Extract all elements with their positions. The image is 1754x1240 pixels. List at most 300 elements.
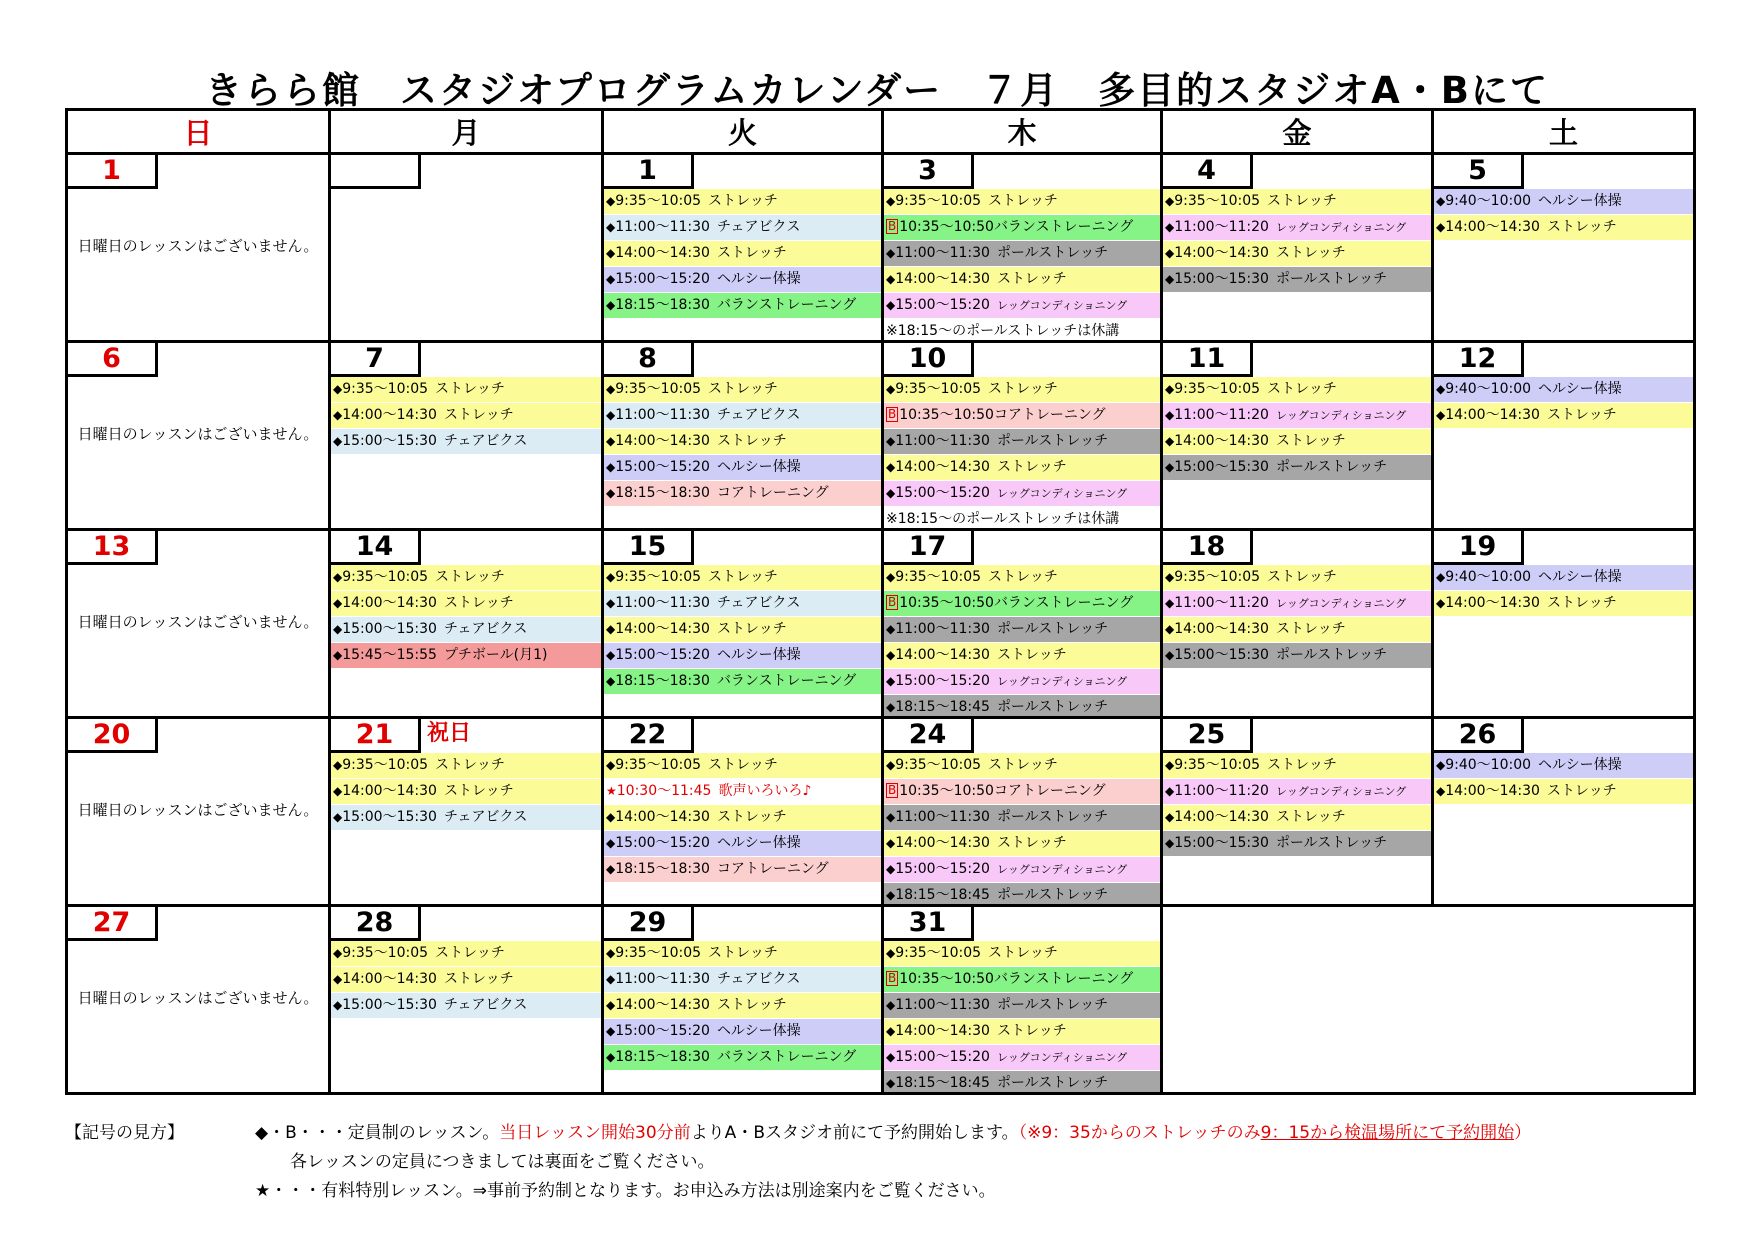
lesson-time: 11:00～11:20 <box>1174 407 1269 423</box>
lesson-time: 15:00～15:30 <box>342 997 437 1013</box>
lesson-entry <box>604 565 881 591</box>
lesson-time: 11:00～11:20 <box>1174 219 1269 235</box>
lesson-time: 15:00～15:30 <box>342 433 437 449</box>
day-cell <box>330 906 603 1094</box>
lesson-list <box>331 565 601 669</box>
lesson-entry <box>331 805 601 831</box>
diamond-icon: ◆ <box>606 570 616 584</box>
lesson-list <box>1163 377 1431 481</box>
lesson-name: 歌声いろいろ♪ <box>718 783 812 799</box>
lesson-entry <box>884 507 1160 530</box>
lesson-name: ヘルシー体操 <box>716 271 801 287</box>
diamond-icon: ◆ <box>886 298 896 312</box>
legend-line-1-b: よりA・Bスタジオ前にて予約開始します。 <box>690 1123 1019 1143</box>
lesson-time: 9:40～10:00 <box>1445 193 1532 209</box>
legend-line-3: ★・・・有料特別レッスン。⇒事前予約制となります。お申込み方法は別途案内をご覧ください。 <box>255 1181 996 1201</box>
diamond-icon: ◆ <box>1436 220 1446 234</box>
lesson-time: 14:00～14:30 <box>1445 219 1540 235</box>
lesson-time: 9:35～10:05 <box>615 757 702 773</box>
diamond-icon: ◆ <box>606 810 616 824</box>
diamond-icon: ◆ <box>886 648 896 662</box>
lesson-name: ストレッチ <box>435 945 505 961</box>
lesson-time: 14:00～14:30 <box>1445 595 1540 611</box>
lesson-time: 11:00～11:30 <box>895 997 990 1013</box>
diamond-icon: ◆ <box>1165 194 1175 208</box>
lesson-name: チェアビクス <box>443 621 528 637</box>
lesson-name: ヘルシー体操 <box>716 459 801 475</box>
lesson-list <box>331 377 601 455</box>
lesson-entry <box>604 941 881 967</box>
day-number: 14 <box>331 531 421 565</box>
diamond-icon: ◆ <box>886 194 896 208</box>
lesson-entry <box>884 481 1160 507</box>
diamond-icon: ◆ <box>606 648 616 662</box>
day-number: 17 <box>884 531 974 565</box>
lesson-time: 14:00～14:30 <box>895 459 990 475</box>
day-cell <box>67 718 330 906</box>
diamond-icon: ◆ <box>333 998 343 1012</box>
lesson-list <box>604 189 881 319</box>
lesson-list <box>884 189 1160 342</box>
lesson-name: ストレッチ <box>435 381 505 397</box>
lesson-name: ヘルシー体操 <box>716 1023 801 1039</box>
diamond-icon: ◆ <box>886 946 896 960</box>
lesson-time: 9:35～10:05 <box>1174 569 1261 585</box>
lesson-entry <box>1434 189 1693 215</box>
lesson-entry <box>604 403 881 429</box>
diamond-icon: ◆ <box>886 272 896 286</box>
lesson-name: ストレッチ <box>1546 595 1617 611</box>
lesson-name: のポールストレッチは休講 <box>952 323 1120 339</box>
diamond-icon: ◆ <box>606 486 616 500</box>
lesson-entry <box>1163 429 1431 455</box>
diamond-icon: ◆ <box>606 596 616 610</box>
day-cell <box>67 154 330 342</box>
lesson-time: 9:35～10:05 <box>895 381 982 397</box>
lesson-list <box>604 941 881 1071</box>
lesson-time: 9:35～10:05 <box>615 381 702 397</box>
lesson-entry <box>884 403 1160 429</box>
diamond-icon: ◆ <box>1165 272 1175 286</box>
lesson-name: ストレッチ <box>1546 783 1617 799</box>
lesson-list <box>1434 753 1693 805</box>
lesson-time: 15:00～15:30 <box>1174 647 1269 663</box>
day-cell <box>1433 154 1695 342</box>
lesson-name: バランストレーニング <box>716 1049 857 1065</box>
legend-line-1-note-underlined: 9：15から検温場所にて予約開始 <box>1260 1123 1515 1143</box>
lesson-time: 9:35～10:05 <box>342 569 429 585</box>
lesson-entry <box>884 831 1160 857</box>
day-number: 13 <box>68 531 158 565</box>
lesson-name: ヘルシー体操 <box>1538 757 1622 773</box>
lesson-name: レッグコンディショニング <box>996 675 1128 688</box>
diamond-icon: ◆ <box>1436 570 1446 584</box>
day-number: 8 <box>604 343 694 377</box>
lesson-name: ヘルシー体操 <box>716 647 801 663</box>
empty-cell <box>1162 906 1695 1094</box>
lesson-name: チェアビクス <box>716 407 801 423</box>
day-number: 21 <box>331 719 421 753</box>
lesson-list <box>1434 565 1693 617</box>
lesson-time: 14:00～14:30 <box>342 407 437 423</box>
lesson-entry <box>604 643 881 669</box>
weekday-sun: 日 <box>67 110 330 154</box>
lesson-time: 14:00～14:30 <box>895 835 990 851</box>
diamond-icon: ◆ <box>606 862 616 876</box>
lesson-time: 9:35～10:05 <box>895 945 982 961</box>
lesson-name: バランストレーニング <box>993 971 1134 987</box>
lesson-name: ストレッチ <box>988 757 1058 773</box>
diamond-icon: ◆ <box>886 1076 896 1090</box>
lesson-entry <box>884 967 1160 993</box>
lesson-entry <box>331 779 601 805</box>
day-number: 5 <box>1434 155 1524 189</box>
no-lesson-note: 日曜日のレッスンはございません。 <box>77 425 319 443</box>
day-number: 20 <box>68 719 158 753</box>
lesson-entry <box>884 241 1160 267</box>
lesson-time: 11:00～11:20 <box>1174 783 1269 799</box>
diamond-icon: ◆ <box>886 836 896 850</box>
lesson-entry <box>331 429 601 455</box>
diamond-icon: ◆ <box>606 434 616 448</box>
diamond-icon: ◆ <box>333 622 343 636</box>
lesson-entry <box>884 377 1160 403</box>
lesson-name: レッグコンディショニング <box>1275 597 1407 610</box>
diamond-icon: ◆ <box>606 758 616 772</box>
lesson-entry <box>331 941 601 967</box>
day-cell <box>603 154 883 342</box>
lesson-time: 10:35～10:50 <box>899 219 994 235</box>
lesson-time: 15:00～15:20 <box>615 459 710 475</box>
diamond-icon: ◆ <box>886 486 896 500</box>
day-cell <box>603 342 883 530</box>
lesson-time: 14:00～14:30 <box>1174 621 1269 637</box>
lesson-name: ストレッチ <box>1275 245 1346 261</box>
lesson-time: 14:00～14:30 <box>1445 407 1540 423</box>
lesson-time: 14:00～14:30 <box>615 809 710 825</box>
lesson-time: 11:00～11:30 <box>615 971 710 987</box>
diamond-icon: ◆ <box>1436 194 1446 208</box>
lesson-entry <box>884 189 1160 215</box>
lesson-time: 15:00～15:20 <box>615 647 710 663</box>
diamond-icon: ◆ <box>886 1024 896 1038</box>
lesson-name: レッグコンディショニング <box>1275 785 1407 798</box>
lesson-list <box>884 565 1160 718</box>
lesson-time: 9:35～10:05 <box>895 193 982 209</box>
lesson-time: 14:00～14:30 <box>342 595 437 611</box>
lesson-time: 14:00～14:30 <box>1445 783 1540 799</box>
lesson-time: 14:00～14:30 <box>895 647 990 663</box>
lesson-entry <box>884 565 1160 591</box>
weekday-sat: 土 <box>1433 110 1695 154</box>
lesson-name: コアトレーニング <box>716 861 829 877</box>
lesson-entry <box>604 455 881 481</box>
day-number: 19 <box>1434 531 1524 565</box>
lesson-name: ストレッチ <box>996 647 1067 663</box>
lesson-name: ストレッチ <box>716 997 787 1013</box>
lesson-time: 18:15～18:30 <box>615 673 710 689</box>
lesson-time: 18:15～18:30 <box>615 297 710 313</box>
lesson-time: 14:00～14:30 <box>1174 809 1269 825</box>
diamond-icon: ◆ <box>333 434 343 448</box>
lesson-entry <box>331 967 601 993</box>
diamond-icon: ◆ <box>1436 382 1446 396</box>
weekday-header-row <box>67 110 1695 154</box>
no-lesson-note: 日曜日のレッスンはございません。 <box>77 801 319 819</box>
diamond-icon: ◆ <box>606 674 616 688</box>
lesson-entry <box>331 565 601 591</box>
lesson-list <box>604 565 881 695</box>
lesson-name: ストレッチ <box>996 835 1067 851</box>
lesson-time: 14:00～14:30 <box>615 245 710 261</box>
lesson-name: ストレッチ <box>996 459 1067 475</box>
lesson-name: コアトレーニング <box>993 407 1106 423</box>
lesson-name: ストレッチ <box>988 569 1058 585</box>
lesson-name: バランストレーニング <box>993 595 1134 611</box>
diamond-icon: ◆ <box>1165 596 1175 610</box>
lesson-name: ポールストレッチ <box>996 997 1109 1013</box>
no-lesson-note: 日曜日のレッスンはございません。 <box>77 989 319 1007</box>
lesson-name: ストレッチ <box>443 971 514 987</box>
diamond-icon: ◆ <box>886 998 896 1012</box>
diamond-icon: ◆ <box>1165 784 1175 798</box>
diamond-icon: ◆ <box>1165 570 1175 584</box>
lesson-entry <box>884 1071 1160 1094</box>
lesson-time: 14:00～14:30 <box>342 971 437 987</box>
lesson-name: ストレッチ <box>708 757 778 773</box>
legend-line-1-a: ◆・B・・・定員制のレッスン。 <box>255 1123 500 1143</box>
day-cell <box>1433 342 1695 530</box>
lesson-entry <box>1434 377 1693 403</box>
lesson-time: 18:15～18:30 <box>615 1049 710 1065</box>
lesson-time: 15:00～15:30 <box>1174 271 1269 287</box>
day-number: 24 <box>884 719 974 753</box>
diamond-icon: ◆ <box>886 758 896 772</box>
lesson-time: 15:00～15:30 <box>342 621 437 637</box>
lesson-name: のポールストレッチは休講 <box>952 511 1120 527</box>
lesson-time: 9:35～10:05 <box>342 757 429 773</box>
lesson-entry <box>1163 565 1431 591</box>
lesson-time: 9:40～10:00 <box>1445 381 1532 397</box>
lesson-name: チェアビクス <box>443 433 528 449</box>
diamond-icon: ◆ <box>606 622 616 636</box>
lesson-entry <box>604 967 881 993</box>
lesson-name: チェアビクス <box>716 595 801 611</box>
lesson-name: ポールストレッチ <box>996 1075 1109 1091</box>
lesson-name: ポールストレッチ <box>996 809 1109 825</box>
lesson-name: ストレッチ <box>1267 381 1337 397</box>
studio-b-mark-icon: B <box>888 407 897 421</box>
lesson-name: レッグコンディショニング <box>996 1051 1128 1064</box>
lesson-time: 18:15～18:45 <box>895 699 990 715</box>
diamond-icon: ◆ <box>606 298 616 312</box>
lesson-entry <box>604 591 881 617</box>
lesson-name: ストレッチ <box>996 271 1067 287</box>
lesson-time: 14:00～14:30 <box>1174 433 1269 449</box>
lesson-entry <box>884 591 1160 617</box>
lesson-name: ストレッチ <box>708 569 778 585</box>
lesson-name: ストレッチ <box>1546 219 1617 235</box>
lesson-time: 9:35～10:05 <box>895 757 982 773</box>
lesson-entry <box>1434 403 1693 429</box>
lesson-name: ポールストレッチ <box>1275 647 1388 663</box>
diamond-icon: ◆ <box>886 434 896 448</box>
diamond-icon: ◆ <box>886 622 896 636</box>
lesson-name: ストレッチ <box>708 945 778 961</box>
lesson-time: 11:00～11:20 <box>1174 595 1269 611</box>
lesson-entry <box>604 831 881 857</box>
lesson-list <box>331 753 601 831</box>
lesson-entry <box>884 293 1160 319</box>
day-cell <box>1162 718 1433 906</box>
lesson-time: 10:30～11:45 <box>616 783 712 799</box>
lesson-name: ストレッチ <box>716 245 787 261</box>
legend-line-1-note-open: （※9：35からのストレッチのみ <box>1018 1123 1261 1143</box>
lesson-name: ストレッチ <box>716 809 787 825</box>
lesson-time: 18:15～18:45 <box>895 887 990 903</box>
lesson-name: ストレッチ <box>716 433 787 449</box>
day-number: 28 <box>331 907 421 941</box>
diamond-icon: ◆ <box>333 946 343 960</box>
lesson-entry <box>1434 753 1693 779</box>
diamond-icon: ◆ <box>1165 434 1175 448</box>
diamond-icon: ◆ <box>886 674 896 688</box>
lesson-entry <box>884 429 1160 455</box>
lesson-time: 11:00～11:30 <box>615 219 710 235</box>
lesson-entry <box>1163 241 1431 267</box>
lesson-list <box>884 377 1160 530</box>
lesson-name: チェアビクス <box>443 997 528 1013</box>
lesson-name: バランストレーニング <box>716 673 857 689</box>
lesson-time: 15:45～15:55 <box>342 647 437 663</box>
lesson-time: 9:40～10:00 <box>1445 757 1532 773</box>
lesson-name: ポールストレッチ <box>996 245 1109 261</box>
diamond-icon: ◆ <box>886 246 896 260</box>
legend-line-2: 各レッスンの定員につきましては裏面をご覧ください。 <box>290 1152 715 1172</box>
lesson-time: 11:00～11:30 <box>615 595 710 611</box>
lesson-name: ストレッチ <box>1275 809 1346 825</box>
lesson-list <box>604 377 881 507</box>
weekday-fri: 金 <box>1162 110 1433 154</box>
lesson-time: 14:00～14:30 <box>895 1023 990 1039</box>
day-cell <box>330 530 603 718</box>
lesson-entry <box>1434 565 1693 591</box>
lesson-time: 15:00～15:20 <box>615 835 710 851</box>
diamond-icon: ◆ <box>1165 648 1175 662</box>
diamond-icon: ◆ <box>606 460 616 474</box>
lesson-time: 9:35～10:05 <box>342 381 429 397</box>
lesson-entry <box>1163 779 1431 805</box>
studio-b-mark-icon: B <box>888 783 897 797</box>
lesson-list <box>1163 189 1431 293</box>
lesson-time: 15:00～15:20 <box>895 673 990 689</box>
lesson-name: ストレッチ <box>1275 621 1346 637</box>
day-cell <box>883 154 1162 342</box>
weekday-mon: 月 <box>330 110 603 154</box>
day-cell <box>1433 530 1695 718</box>
lesson-entry <box>884 695 1160 718</box>
diamond-icon: ◆ <box>606 972 616 986</box>
diamond-icon: ◆ <box>606 382 616 396</box>
day-number: 15 <box>604 531 694 565</box>
lesson-name: コアトレーニング <box>716 485 829 501</box>
week-row <box>67 342 1695 530</box>
day-number: 6 <box>68 343 158 377</box>
lesson-entry <box>604 617 881 643</box>
lesson-name: ストレッチ <box>708 381 778 397</box>
lesson-entry <box>884 643 1160 669</box>
diamond-icon: ◆ <box>333 758 343 772</box>
lesson-entry <box>1163 267 1431 293</box>
holiday-label: 祝日 <box>427 721 472 746</box>
lesson-entry <box>884 1045 1160 1071</box>
diamond-icon: ◆ <box>606 220 616 234</box>
day-cell <box>603 530 883 718</box>
lesson-time: 9:35～10:05 <box>342 945 429 961</box>
week-row <box>67 718 1695 906</box>
lesson-entry <box>604 267 881 293</box>
lesson-name: ストレッチ <box>443 407 514 423</box>
diamond-icon: ◆ <box>1165 246 1175 260</box>
lesson-time: 14:00～14:30 <box>342 783 437 799</box>
lesson-name: レッグコンディショニング <box>996 299 1128 312</box>
lesson-time: 11:00～11:30 <box>895 245 990 261</box>
day-number: 29 <box>604 907 694 941</box>
diamond-icon: ◆ <box>1436 408 1446 422</box>
lesson-time: 11:00～11:30 <box>895 433 990 449</box>
lesson-time: 15:00～15:20 <box>615 271 710 287</box>
diamond-icon: ◆ <box>606 408 616 422</box>
diamond-icon: ◆ <box>333 570 343 584</box>
day-cell <box>67 342 330 530</box>
lesson-entry <box>604 857 881 883</box>
day-cell <box>67 530 330 718</box>
lesson-name: ポールストレッチ <box>996 433 1109 449</box>
lesson-name: ポールストレッチ <box>996 887 1109 903</box>
lesson-entry <box>1163 215 1431 241</box>
lesson-time: 10:35～10:50 <box>899 783 994 799</box>
day-cell <box>67 906 330 1094</box>
lesson-time: 15:00～15:20 <box>895 861 990 877</box>
lesson-name: ヘルシー体操 <box>716 835 801 851</box>
lesson-entry <box>604 1045 881 1071</box>
lesson-time: 15:00～15:30 <box>1174 459 1269 475</box>
lesson-entry <box>604 779 881 805</box>
lesson-name: ストレッチ <box>988 381 1058 397</box>
lesson-entry <box>884 941 1160 967</box>
weekday-thu: 木 <box>883 110 1162 154</box>
lesson-time: 9:35～10:05 <box>615 569 702 585</box>
lesson-time: 14:00～14:30 <box>1174 245 1269 261</box>
lesson-entry <box>1434 779 1693 805</box>
day-cell <box>883 530 1162 718</box>
lesson-time: 14:00～14:30 <box>615 621 710 637</box>
lesson-entry <box>331 591 601 617</box>
lesson-list <box>884 753 1160 906</box>
lesson-entry <box>884 319 1160 342</box>
legend-line-1-red: 当日レッスン開始30分前 <box>499 1123 691 1143</box>
day-number: 12 <box>1434 343 1524 377</box>
diamond-icon: ◆ <box>606 246 616 260</box>
diamond-icon: ◆ <box>1165 460 1175 474</box>
diamond-icon: ◆ <box>606 946 616 960</box>
diamond-icon: ◆ <box>886 1050 896 1064</box>
lesson-name: ポールストレッチ <box>1275 835 1388 851</box>
lesson-entry <box>1163 189 1431 215</box>
lesson-entry <box>331 643 601 669</box>
lesson-entry <box>604 189 881 215</box>
lesson-name: レッグコンディショニング <box>996 863 1128 876</box>
